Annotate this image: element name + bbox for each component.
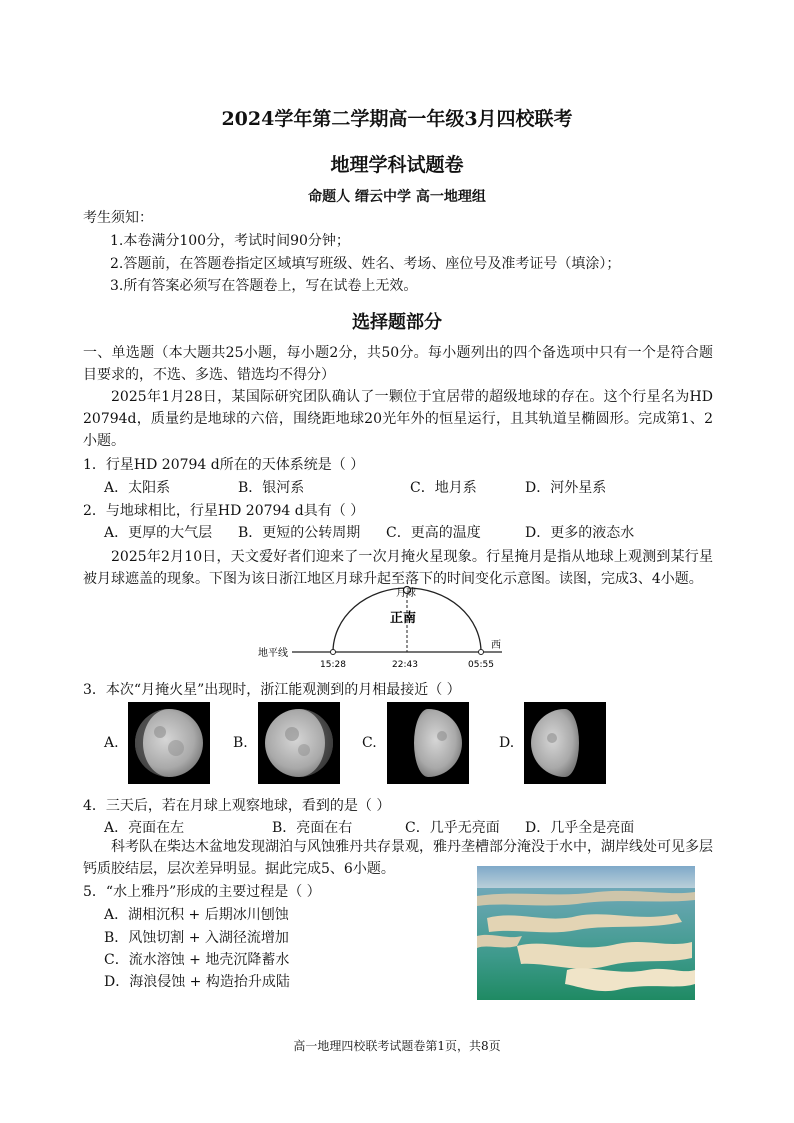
notice-item-3: 3.所有答案必须写在答题卷上，写在试卷上无效。 (110, 278, 418, 294)
q4-option-d[interactable]: D．几乎全是亮面 (525, 820, 635, 836)
exam-author: 命题人 缙云中学 高一地理组 (308, 189, 486, 205)
exam-subtitle: 地理学科试题卷 (330, 154, 464, 176)
moon-phase-a-image (128, 702, 210, 784)
exam-title: 2024学年第二学期高一年级3月四校联考 (221, 108, 573, 130)
q4-stem: 4．三天后，若在月球上观察地球，看到的是（ ） (83, 798, 391, 814)
water-yardang-photo (477, 866, 695, 1000)
q5-option-d[interactable]: D．海浪侵蚀 + 构造抬升成陆 (104, 974, 290, 990)
q1-option-d[interactable]: D．河外星系 (525, 480, 607, 496)
q3-option-d[interactable]: D. (499, 735, 515, 751)
q2-option-a[interactable]: A．更厚的大气层 (104, 525, 213, 541)
q1-option-b[interactable]: B．银河系 (238, 480, 305, 496)
q4-option-a[interactable]: A．亮面在左 (104, 820, 185, 836)
notice-heading: 考生须知： (83, 210, 153, 226)
q3-option-c[interactable]: C. (362, 735, 377, 751)
set-point (479, 650, 484, 655)
q1-option-c[interactable]: C．地月系 (410, 480, 477, 496)
q2-option-c[interactable]: C．更高的温度 (386, 525, 481, 541)
q5-option-c[interactable]: C．流水溶蚀 + 地壳沉降蓄水 (104, 952, 290, 968)
q3-option-a[interactable]: A. (104, 735, 119, 751)
moon-path-diagram (250, 584, 510, 670)
q1-stem: 1．行星HD 20794 d所在的天体系统是（ ） (83, 457, 365, 473)
notice-item-1: 1.本卷满分100分，考试时间90分钟； (110, 233, 350, 249)
set-time: 05:55 (468, 660, 494, 670)
q3-stem: 3．本次“月掩火星”出现时，浙江能观测到的月相最接近（ ） (83, 682, 461, 698)
q5-stem: 5．“水上雅丹”形成的主要过程是（ ） (83, 884, 321, 900)
moon-phase-d-image (524, 702, 606, 784)
section-intro: 一、单选题（本大题共25小题，每小题2分，共50分。每小题列出的四个备选项中只有一个是符合题目要求的，不选、多选、错选均不得分） (83, 345, 713, 383)
west-label: 西 (491, 640, 501, 651)
q2-stem: 2．与地球相比，行星HD 20794 d具有（ ） (83, 503, 365, 519)
q2-options (104, 523, 634, 543)
notice-item-2: 2.答题前，在答题卷指定区域填写班级、姓名、考场、座位号及准考证号（填涂）； (110, 256, 621, 272)
page-footer: 高一地理四校联考试题卷第1页，共8页 (293, 1039, 501, 1053)
q4-option-b[interactable]: B．亮面在右 (272, 820, 353, 836)
q5-option-a[interactable]: A．湖相沉积 + 后期冰川刨蚀 (104, 907, 289, 923)
material-3: 科考队在柴达木盆地发现湖泊与风蚀雅丹共存景观，雅丹垄槽部分淹没于水中，湖岸线处可见多层钙质胶结层，层次差异明显。据此完成5、6小题。 (83, 839, 713, 877)
q1-option-a[interactable]: A．太阳系 (104, 480, 171, 496)
moon-label: 月球 (396, 588, 416, 599)
q5-option-b[interactable]: B．风蚀切割 + 入湖径流增加 (104, 930, 289, 946)
q3-option-b[interactable]: B. (233, 735, 248, 751)
q2-option-d[interactable]: D．更多的液态水 (525, 525, 635, 541)
q1-options (104, 478, 606, 498)
material-2: 2025年2月10日，天文爱好者们迎来了一次月掩火星现象。行星掩月是指从地球上观测到某行星被月球遮盖的现象。下图为该日浙江地区月球升起至落下的时间变化示意图。读图，完成3、4小题。 (83, 549, 713, 587)
q2-option-b[interactable]: B．更短的公转周期 (238, 525, 361, 541)
section-title: 选择题部分 (352, 312, 442, 333)
south-label: 正南 (390, 611, 417, 626)
q4-options (104, 818, 634, 838)
moon-phase-b-image (258, 702, 340, 784)
material-1: 2025年1月28日，某国际研究团队确认了一颗位于宜居带的超级地球的存在。这个行星名为HD 20794d，质量约是地球的六倍，围绕距地球20光年外的恒星运行，且其轨道呈椭圆形。完成第1、2小题。 (83, 389, 713, 449)
q4-option-c[interactable]: C．几乎无亮面 (405, 820, 500, 836)
moon-phase-c-image (387, 702, 469, 784)
rise-time: 15:28 (320, 660, 346, 670)
horizon-label: 地平线 (258, 648, 288, 659)
transit-time: 22:43 (392, 660, 418, 670)
rise-point (331, 650, 336, 655)
